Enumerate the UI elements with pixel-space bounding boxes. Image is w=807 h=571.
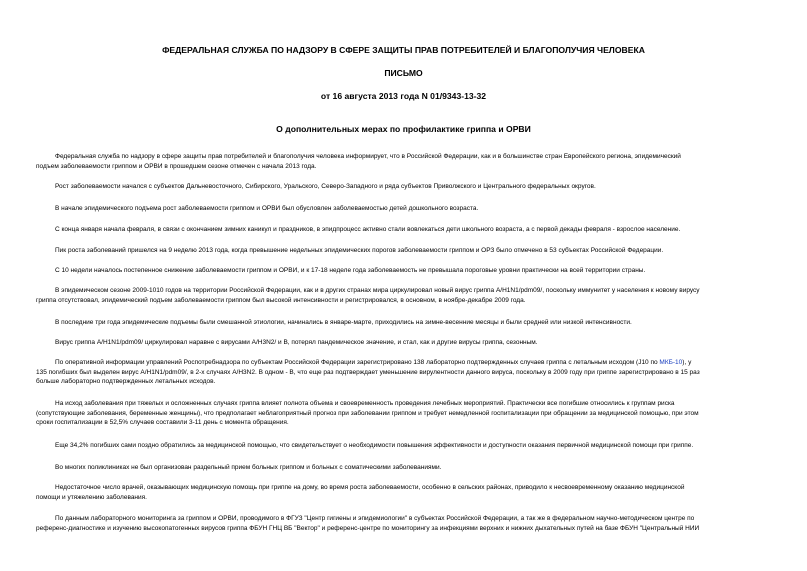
paragraph [36, 358, 771, 387]
agency-title: ФЕДЕРАЛЬНАЯ СЛУЖБА ПО НАДЗОРУ В СФЕРЕ ЗАЩИТЫ ПРАВ ПОТРЕБИТЕЛЕЙ И БЛАГОПОЛУЧИЯ ЧЕЛОВЕКА [162, 45, 645, 55]
paragraph: В начале эпидемического подъема рост заболеваемости гриппом и ОРВИ был обусловлен заболеваемостью детей дошкольного возраста. [55, 205, 479, 212]
paragraph [36, 152, 771, 171]
paragraph: С 10 недели началось постепенное снижение заболеваемости гриппом и ОРВИ, и к 17-18 неделе года заболеваемость не превышала пороговые уровни практически на всей территории страны. [55, 267, 646, 274]
paragraph: В последние три года эпидемические подъемы были смешанной этиологии, начинались в январе-марте, приходились на зимне-весенние месяцы и были средней или низкой интенсивности. [55, 319, 632, 326]
paragraph-line: подъем заболеваемости гриппом и ОРВИ в прошедшем сезоне отмечен с начала 2013 года. [36, 162, 317, 170]
paragraph-line: Недостаточное число врачей, оказывающих медицинскую помощь при гриппе на дому, во время роста заболеваемости, особенно в сельских районах, приводило к несвоевременному оказанию медицинской [55, 484, 685, 491]
paragraph: Еще 34,2% погибших сами поздно обратились за медицинской помощью, что свидетельствует о необходимости повышения эффективности и доступности оказания первичной медицинской помощи при гриппе. [55, 442, 694, 449]
paragraph: Вирус гриппа A/H1N1/pdm09/ циркулировал наравне с вирусами A/H3N2/ и B, потерял пандемическое значение, и стал, как и другие вирусы гриппа, сезонным. [55, 339, 538, 346]
paragraph [36, 483, 771, 502]
paragraph [36, 399, 771, 428]
paragraph-line: помощи и утяжелению заболевания. [36, 493, 147, 501]
paragraph [36, 286, 771, 305]
paragraph [36, 514, 771, 533]
paragraph-line [36, 358, 771, 368]
paragraph: Пик роста заболеваний пришелся на 9 неделю 2013 года, когда превышение недельных эпидемических порогов заболеваемости гриппом и ОРЗ было отмечено в 53 субъектах Российской Федерации. [55, 247, 664, 254]
paragraph: Во многих поликлиниках не был организован раздельный прием больных гриппом и больных с соматическими заболеваниями. [55, 464, 442, 471]
paragraph-line: (сопутствующие заболевания, беременные женщины), что предполагает неблагоприятный прогноз при заболевании гриппом и требует немедленной госпитализации при обращении за медицинской помощью, при этом [36, 409, 699, 417]
mkb-10-link[interactable]: МКБ-10 [659, 359, 683, 366]
paragraph-line: 135 погибших был выделен вирус A/H1N1/pdm09/, в 2-х случаях A/H3N2. В одном - B, что еще раз подтверждает уменьшение вирулентности данного вируса, поскольку в 2009 году при гриппе зарегистрировано в 15 раз [36, 368, 700, 376]
paragraph-line: больше лабораторно подтвержденных летальных исходов. [36, 378, 216, 385]
paragraph-line: На исход заболевания при тяжелых и осложненных случаях гриппа влияет полнота объема и своевременность проведения лечебных мероприятий. Практически все погибшие относились к группам риска [55, 400, 675, 407]
paragraph-text: ), у [682, 359, 692, 366]
document-date-number: от 16 августа 2013 года N 01/9343-13-32 [320, 91, 487, 101]
paragraph-line: Федеральная служба по надзору в сфере защиты прав потребителей и благополучия человека информирует, что в Российской Федерации, как и в большинстве стран Европейского региона, эпидемический [55, 153, 681, 160]
paragraph: Рост заболеваемости начался с субъектов Дальневосточного, Сибирского, Уральского, Северо-Западного и ряда субъектов Приволжского и Центрального федеральных округов. [55, 183, 596, 190]
paragraph-line: референс-диагностике и изучению высокопатогенных вирусов гриппа ФБУН ГНЦ ВБ "Вектор" и референс-центре по мониторингу за инфекциями верхних и нижних дыхательных путей на базе ФБУН "Центральный НИИ [36, 524, 700, 532]
paragraph-line: гриппа отсутствовал, эпидемический подъем заболеваемости гриппом был высокой интенсивности и регистрировался, в основном, в ноябре-декабре 2009 года. [36, 296, 526, 304]
paragraph-line: По данным лабораторного мониторинга за гриппом и ОРВИ, проводимого в ФГУЗ "Центр гигиены и эпидемиологии" в субъектах Российской Федерации, а так же в федеральном научно-методическом центре по [55, 515, 695, 522]
document-type: ПИСЬМО [384, 68, 423, 78]
paragraph-line: сроки госпитализации в 52,5% случаев составили 3-11 день с момента обращения. [36, 419, 289, 426]
paragraph-text: По оперативной информации управлений Роспотребнадзора по субъектам Российской Федерации зарегистрировано 138 лабораторно подтвержденных случаев гриппа с летальным исходом (J10 по [55, 359, 660, 366]
paragraph-line: В эпидемическом сезоне 2009-1010 годов на территории Российской Федерации, как и в других странах мира циркулировал новый вирус гриппа A/H1N1/pdm09/, поскольку иммунитет у населения к новому вирусу [55, 287, 700, 294]
paragraph: С конца января начала февраля, в связи с окончанием зимних каникул и праздников, в эпидпроцесс активно стали вовлекаться дети школьного возраста, а с первой декады февраля - взрослое население. [55, 226, 681, 233]
document-subject: О дополнительных мерах по профилактике гриппа и ОРВИ [276, 124, 531, 134]
